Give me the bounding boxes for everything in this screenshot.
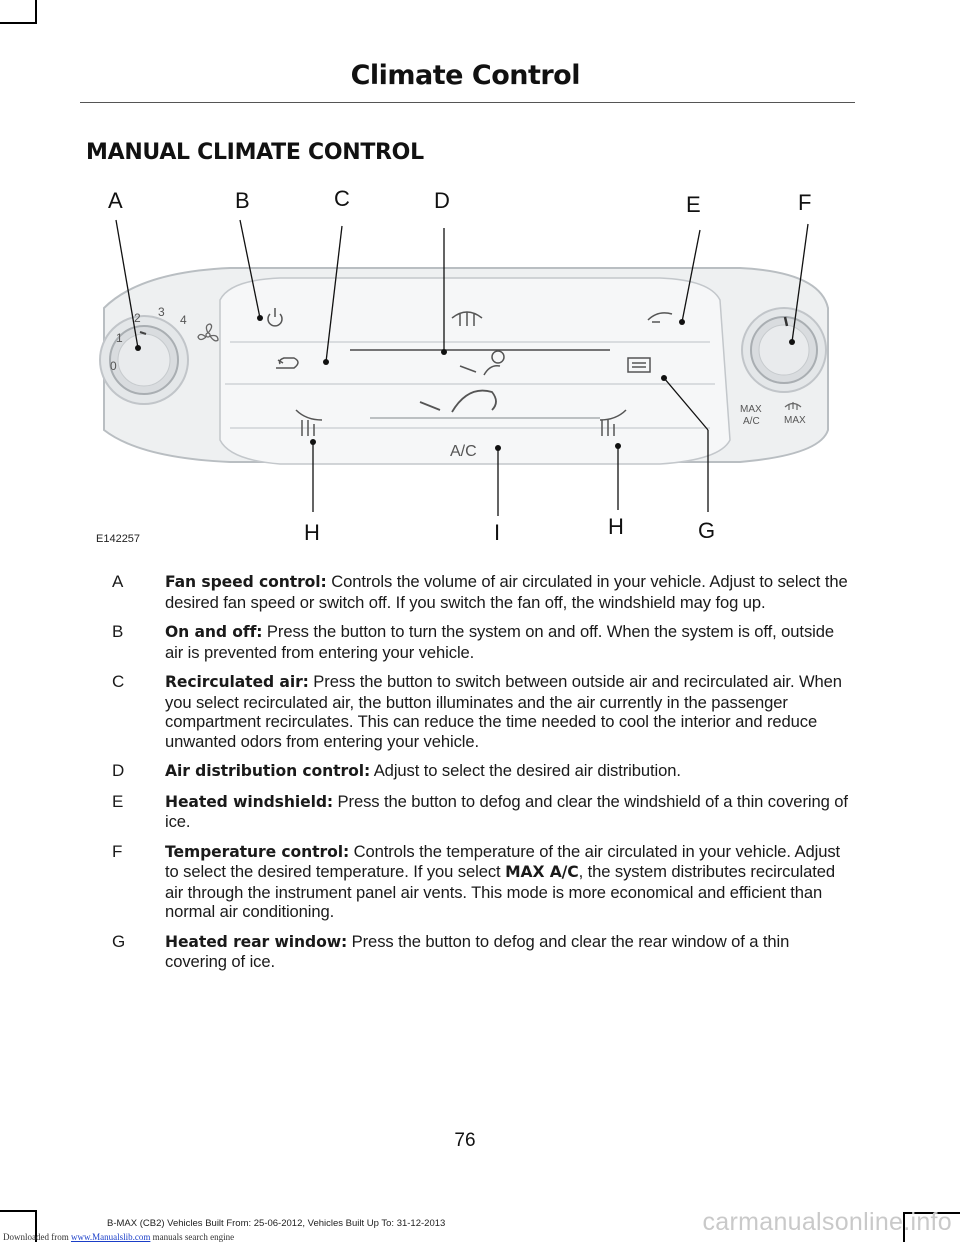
item-description: Press the button to switch between outside air and recirculated air. When you select recirculated air, the button illuminates and the air currently in the passenger compartment recirculates. This can reduce the time needed to cool the interior and reduce unwanted odors from entering your vehicle. bbox=[165, 672, 842, 751]
item-description: Press the button to defog and clear the rear window of a thin covering of ice. bbox=[165, 931, 790, 971]
item-key: F bbox=[112, 841, 123, 861]
item-text bbox=[165, 672, 850, 751]
download-prefix: Downloaded from bbox=[3, 1232, 71, 1242]
callout-label-e: E bbox=[686, 192, 701, 217]
callout-label-h-left: H bbox=[304, 520, 320, 545]
description-item bbox=[0, 672, 960, 751]
callout-label-i: I bbox=[494, 520, 501, 545]
crop-mark bbox=[35, 0, 37, 24]
callout-label-h-right: H bbox=[608, 514, 624, 539]
control-descriptions bbox=[0, 572, 960, 982]
item-description: , the system distributes recirculated air through the instrument panel air vents. This mode is more economical and efficient than normal air conditioning. bbox=[165, 862, 835, 921]
fan-mark: 2 bbox=[134, 311, 141, 325]
description-item bbox=[0, 572, 960, 612]
description-item bbox=[0, 622, 960, 662]
item-term: Temperature control: bbox=[165, 842, 350, 861]
description-item bbox=[0, 761, 960, 782]
crop-mark bbox=[0, 1210, 37, 1212]
item-text bbox=[165, 792, 850, 832]
section-title: Climate Control bbox=[350, 60, 580, 91]
item-description: Controls the volume of air circulated in your vehicle. Adjust to select the desired fan speed or switch off. If you switch the fan off, the windshield may fog up. bbox=[165, 572, 848, 612]
item-emphasis: MAX A/C bbox=[505, 863, 579, 881]
item-description: Controls the temperature of the air circulated in your vehicle. Adjust to select the desired temperature. If you select bbox=[165, 841, 841, 881]
item-term: Heated windshield: bbox=[165, 792, 334, 811]
fan-mark: 3 bbox=[158, 305, 165, 319]
callout-label-b: B bbox=[235, 188, 250, 213]
item-text bbox=[165, 622, 850, 662]
max-defrost-label: MAX bbox=[784, 415, 806, 426]
item-key: C bbox=[112, 672, 125, 691]
callout-label-f: F bbox=[798, 190, 812, 215]
item-key: E bbox=[112, 791, 124, 811]
callout-label-d: D bbox=[434, 188, 450, 213]
fan-mark: 1 bbox=[116, 331, 123, 345]
item-description: Adjust to select the desired air distribution. bbox=[370, 761, 681, 780]
page-number: 76 bbox=[454, 1130, 476, 1151]
fan-mark: 4 bbox=[180, 313, 187, 327]
download-notice bbox=[3, 1232, 234, 1242]
max-ac-label: MAX bbox=[740, 404, 762, 415]
item-description: Press the button to turn the system on and off. When the system is off, outside air is prevented from entering your vehicle. bbox=[165, 622, 834, 662]
item-text bbox=[165, 932, 850, 972]
description-item bbox=[0, 842, 960, 922]
download-suffix: manuals search engine bbox=[150, 1232, 235, 1242]
page-heading: MANUAL CLIMATE CONTROL bbox=[86, 140, 424, 165]
watermark: carmanualsonline.info bbox=[702, 1208, 952, 1236]
figure-code: E142257 bbox=[96, 533, 141, 545]
title-rule bbox=[80, 102, 855, 103]
item-key: A bbox=[112, 572, 124, 591]
item-term: Air distribution control: bbox=[165, 762, 371, 780]
climate-panel-illustration bbox=[80, 180, 860, 550]
ac-button-label: A/C bbox=[450, 443, 477, 460]
item-description: Press the button to defog and clear the windshield of a thin covering of ice. bbox=[165, 791, 848, 831]
fan-mark: 0 bbox=[110, 359, 117, 373]
item-text bbox=[165, 572, 850, 612]
description-item bbox=[0, 932, 960, 972]
item-key: D bbox=[112, 761, 125, 780]
footer-vehicle-info: B-MAX (CB2) Vehicles Built From: 25-06-2012, Vehicles Built Up To: 31-12-2013 bbox=[107, 1218, 446, 1229]
climate-control-figure bbox=[80, 180, 860, 550]
description-item bbox=[0, 792, 960, 832]
item-key: B bbox=[112, 622, 124, 641]
item-term: Recirculated air: bbox=[165, 673, 309, 691]
item-text bbox=[165, 761, 850, 782]
crop-mark bbox=[0, 22, 37, 24]
callout-label-c: C bbox=[334, 186, 350, 211]
manualslib-link[interactable]: www.Manualslib.com bbox=[70, 1232, 151, 1242]
item-term: Heated rear window: bbox=[165, 932, 348, 951]
item-term: Fan speed control: bbox=[165, 573, 327, 591]
callout-label-g: G bbox=[698, 518, 716, 543]
item-term: On and off: bbox=[165, 623, 263, 641]
item-key: G bbox=[112, 931, 126, 951]
max-ac-label: A/C bbox=[743, 416, 760, 427]
callout-label-a: A bbox=[108, 188, 123, 213]
item-text bbox=[165, 842, 850, 922]
